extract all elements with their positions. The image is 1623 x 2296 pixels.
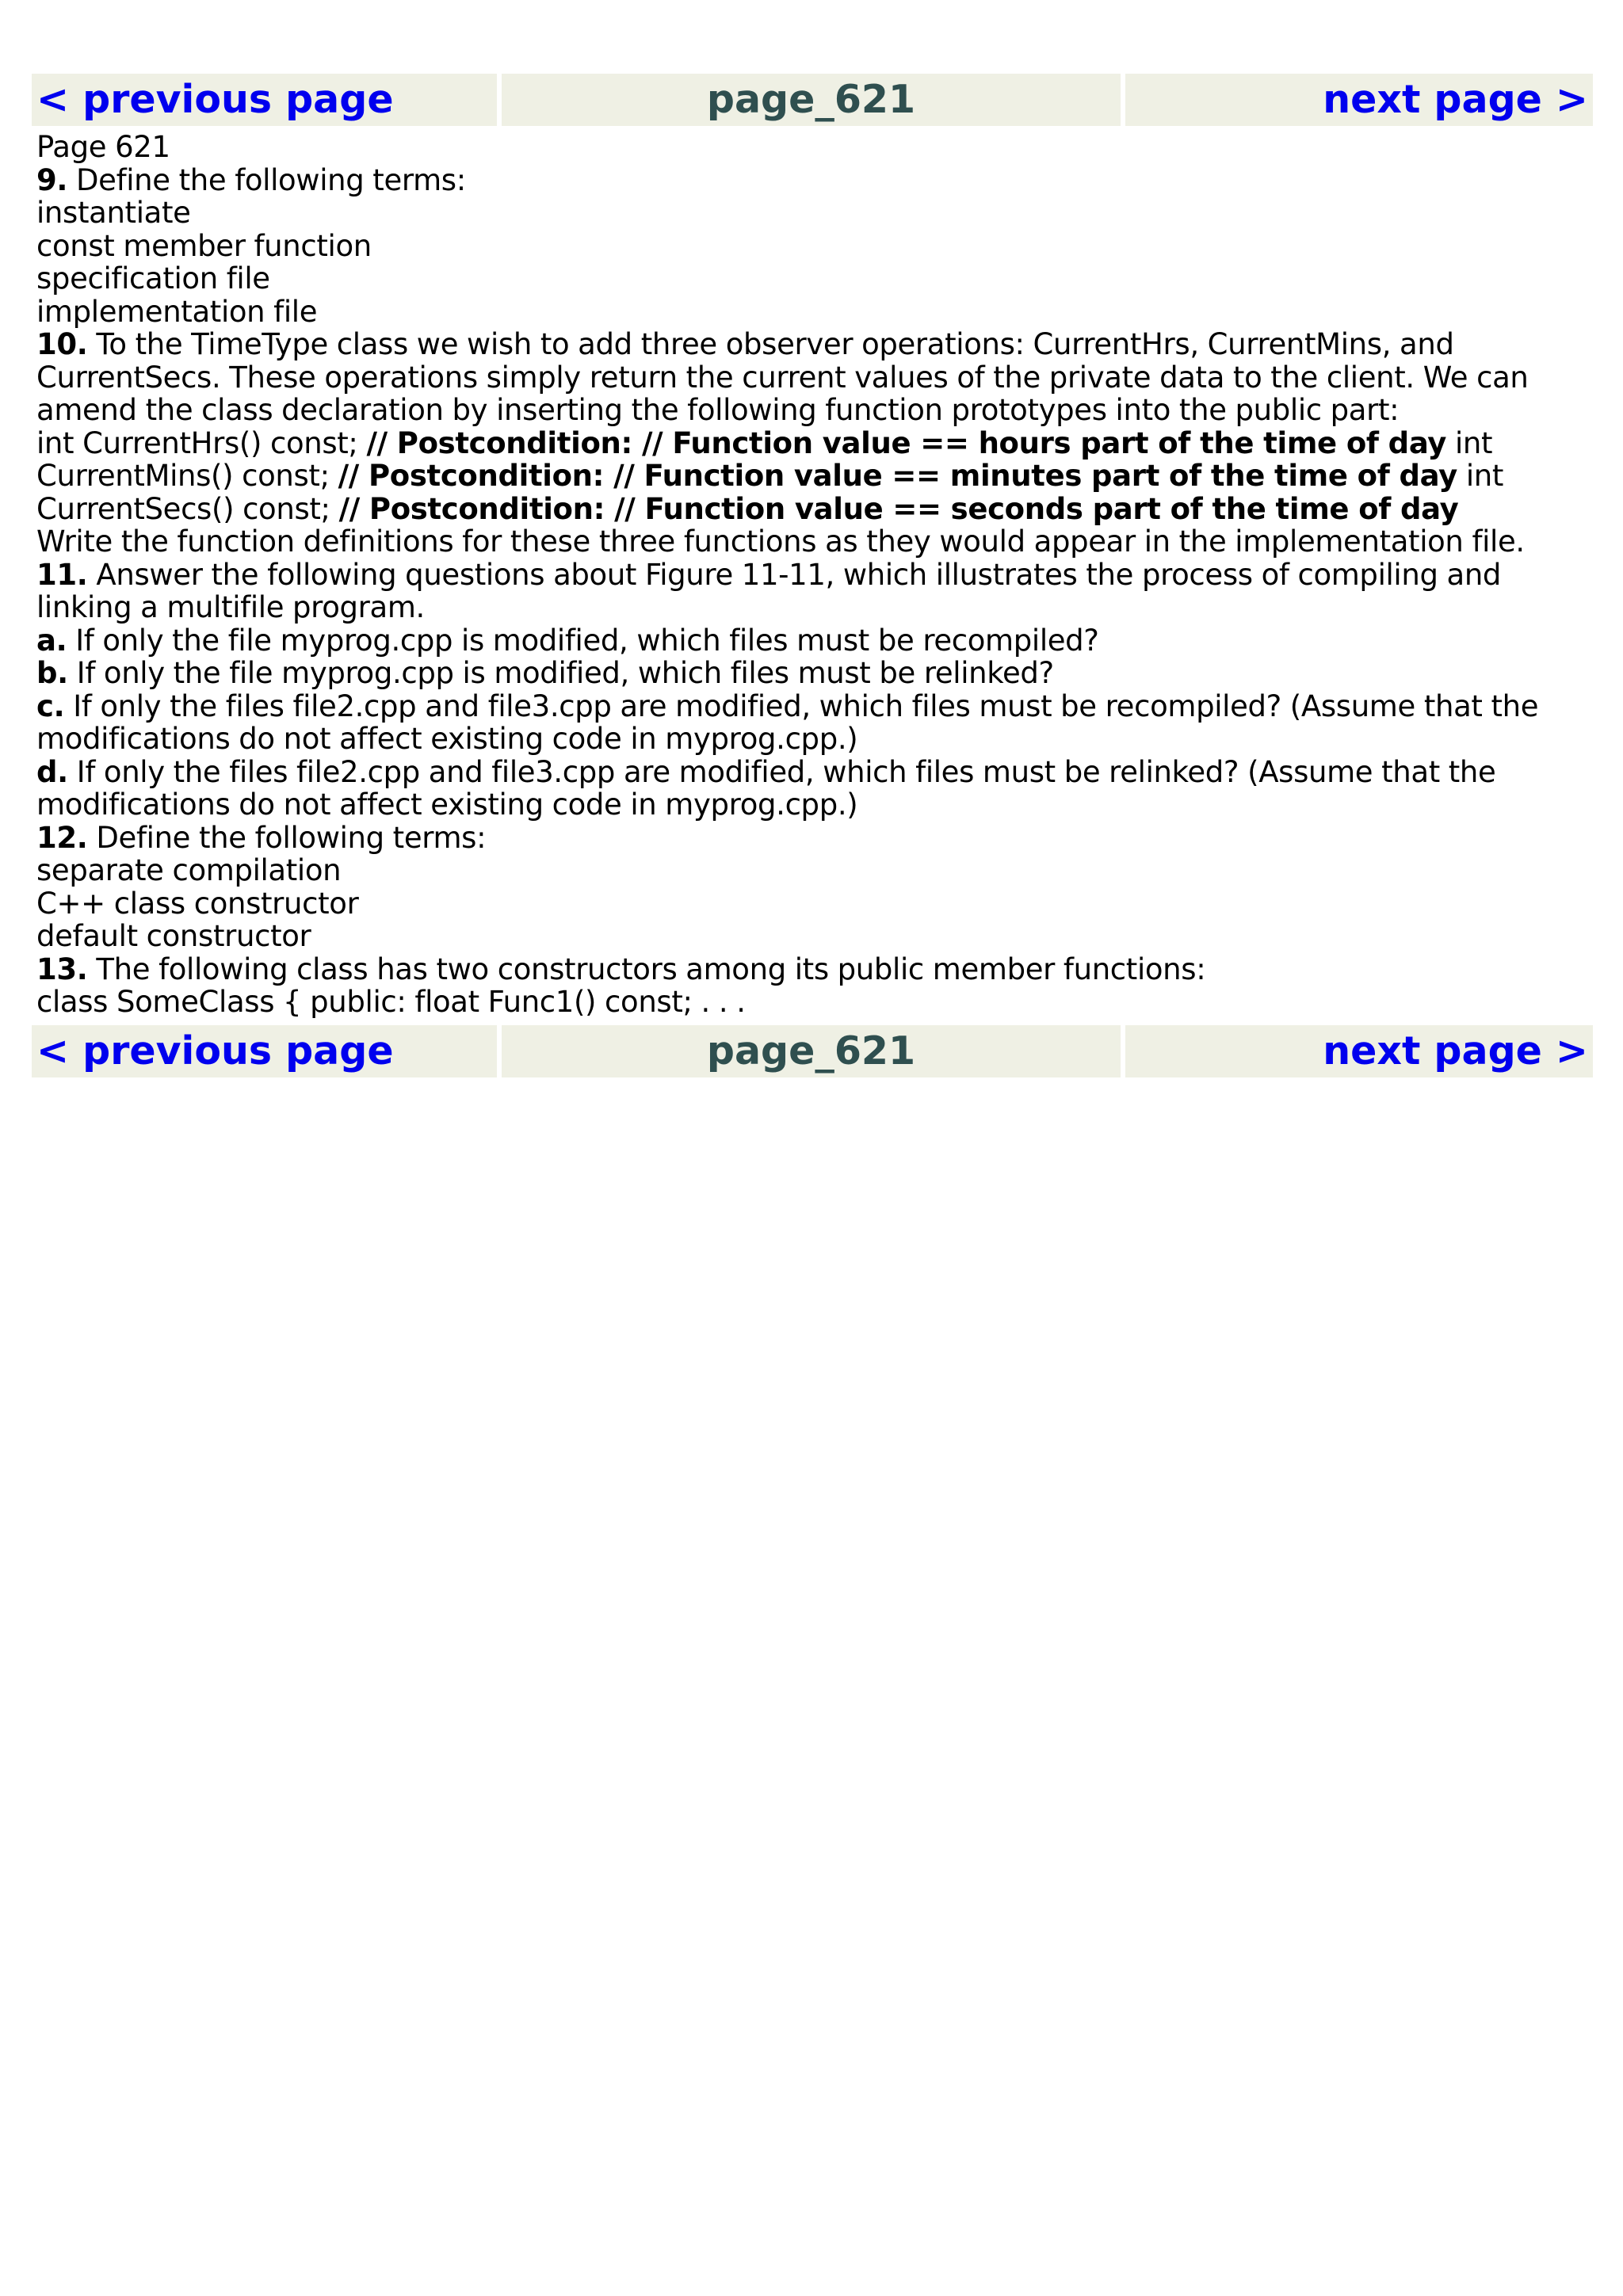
part-label: a. [36,623,67,658]
question-13-number: 13. [36,952,88,986]
part-label: b. [36,656,68,690]
page-container [32,74,1593,1077]
prototype-current-hrs: int CurrentHrs() const; [36,425,367,460]
question-11-part-b [36,657,1593,690]
postcondition-secs: // Postcondition: // Function value == seconds part of the time of day [338,491,1459,526]
question-11-part-d [36,756,1593,822]
bottom-page-label: page_621 [502,1025,1121,1077]
bottom-next-page-link[interactable]: next page > [1323,1028,1588,1074]
question-10 [36,328,1593,427]
function-prototypes [36,427,1593,526]
part-text: If only the files file2.cpp and file3.cpp are modified, which files must be recompiled? (Assume that the modifications do not affect existing code in myprog.cpp.) [36,688,1539,756]
question-11-part-c [36,690,1593,756]
term-item: separate compilation [36,853,342,887]
question-9 [36,164,1593,197]
top-page-label: page_621 [502,74,1121,126]
bottom-navigation-bar [32,1025,1593,1077]
term-item: instantiate [36,196,191,230]
top-next-cell [1125,74,1593,126]
bottom-previous-page-link[interactable]: < previous page [36,1028,394,1074]
question-9-number: 9. [36,162,68,197]
question-9-text: Define the following terms: [67,162,466,197]
prototype-current-mins: int CurrentMins() const; [36,425,1493,493]
question-10-number: 10. [36,327,88,361]
top-navigation-bar [32,74,1593,126]
part-label: d. [36,754,68,789]
question-13-text: The following class has two constructors among its public member functions: [87,952,1206,986]
part-label: c. [36,688,65,723]
question-11-text: Answer the following questions about Figure 11-11, which illustrates the process of compiling and linking a multifile program. [36,557,1502,624]
top-previous-page-link[interactable]: < previous page [36,77,394,122]
term-item: C++ class constructor [36,886,359,921]
part-text: If only the file myprog.cpp is modified, which files must be recompiled? [67,623,1099,658]
term-item: const member function [36,228,372,263]
term-item: specification file [36,261,270,296]
term-item: implementation file [36,294,318,329]
prototype-current-secs: int CurrentSecs() const; [36,459,1504,526]
question-11 [36,559,1593,624]
question-10-text: To the TimeType class we wish to add three observer operations: CurrentHrs, CurrentMins, and CurrentSecs. These operations simply return the current values of the private data to the client. We can amend the class declaration by inserting the following function prototypes into the public part: [36,327,1529,427]
term-item: default constructor [36,919,311,953]
bottom-prev-cell [32,1025,497,1077]
part-text: If only the file myprog.cpp is modified, which files must be relinked? [67,656,1054,690]
question-13-code: class SomeClass { public: float Func1() const; . . . [36,985,746,1019]
question-12 [36,822,1593,855]
bottom-next-cell [1125,1025,1593,1077]
question-11-part-a [36,624,1593,658]
question-13 [36,953,1593,986]
page-heading: Page 621 [36,130,170,164]
question-12-text: Define the following terms: [87,820,487,855]
postcondition-mins: // Postcondition: // Function value == minutes part of the time of day [338,459,1457,493]
top-next-page-link[interactable]: next page > [1323,77,1588,122]
question-11-number: 11. [36,557,88,592]
postcondition-hrs: // Postcondition: // Function value == hours part of the time of day [366,425,1447,460]
question-12-number: 12. [36,820,88,855]
question-10-followup: Write the function definitions for these three functions as they would appear in the implementation file. [36,524,1525,559]
page-content [32,126,1593,1019]
top-prev-cell [32,74,497,126]
part-text: If only the files file2.cpp and file3.cpp are modified, which files must be relinked? (Assume that the modifications do not affect existing code in myprog.cpp.) [36,754,1496,822]
